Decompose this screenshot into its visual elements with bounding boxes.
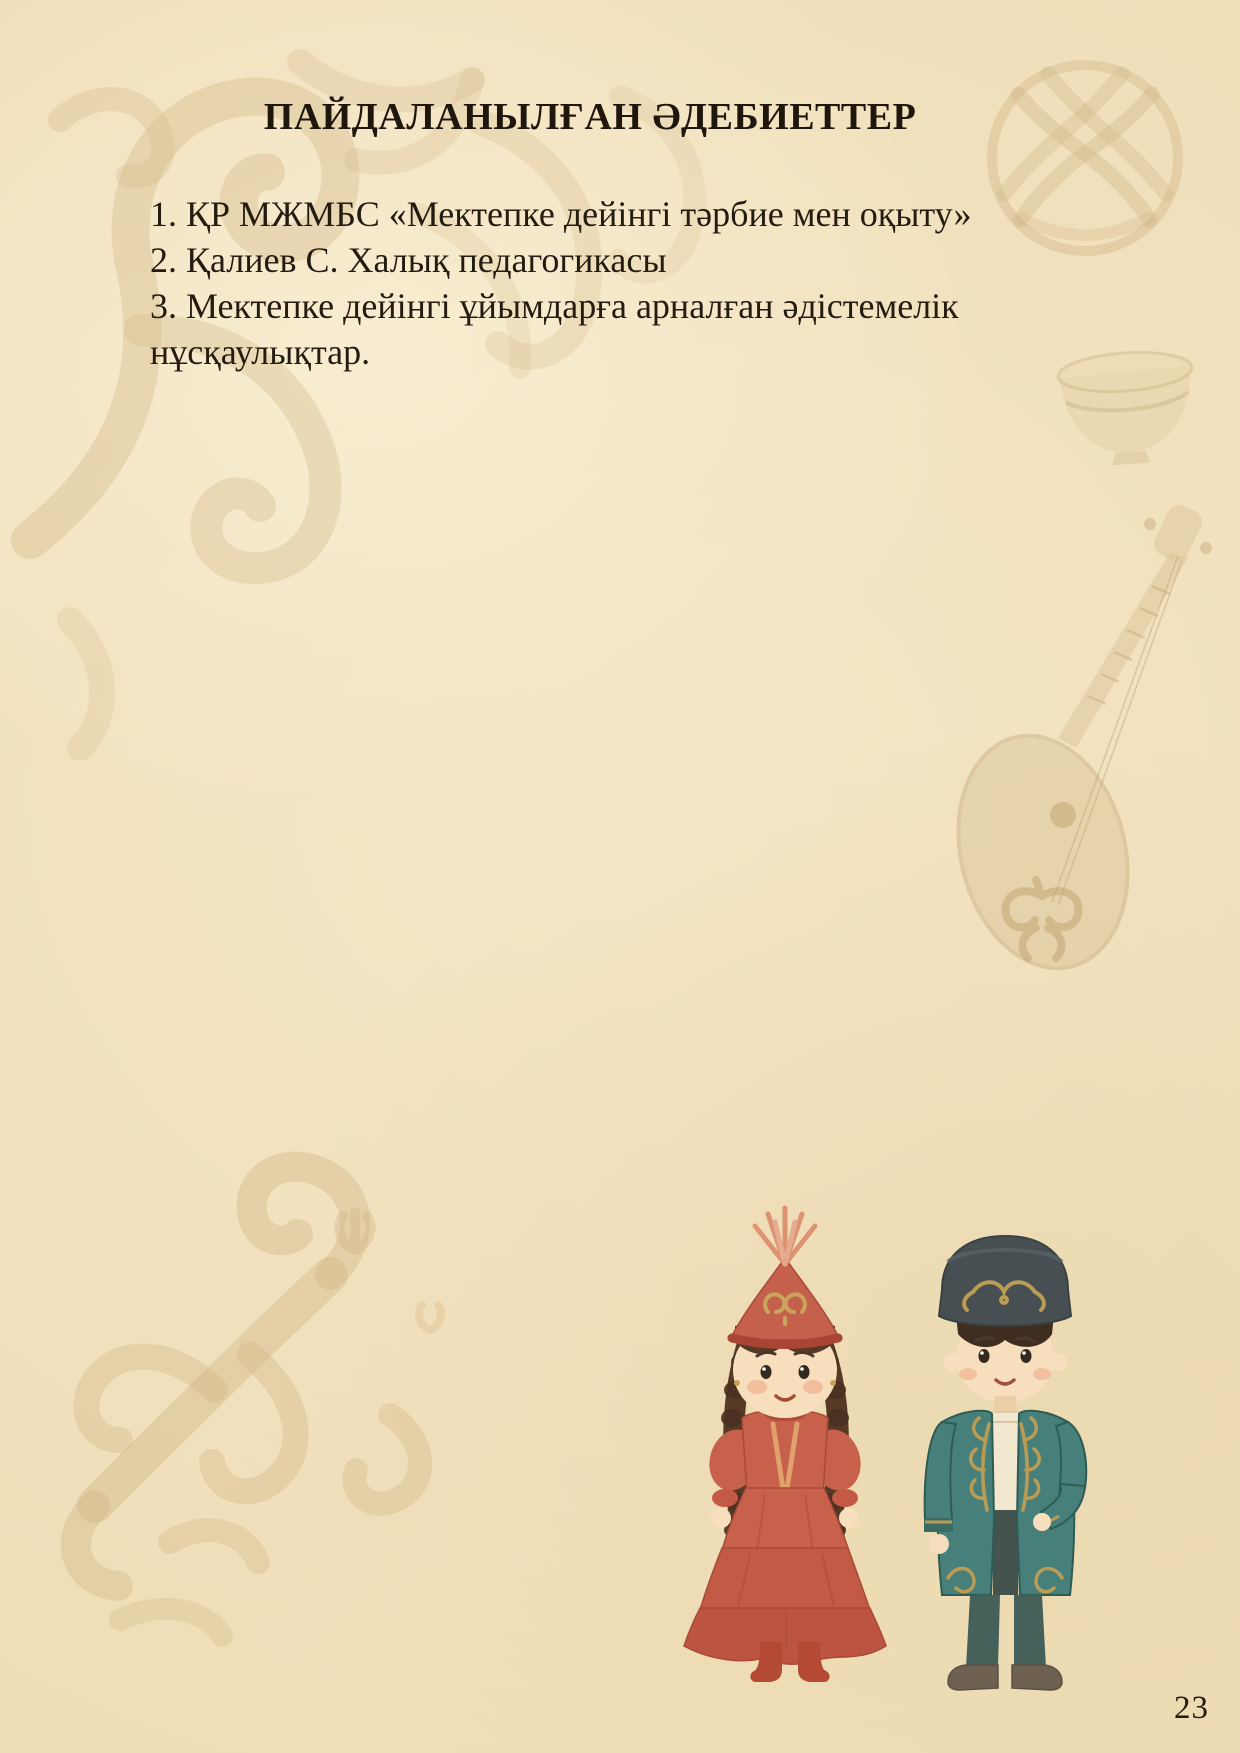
reference-item: 2. Қалиев С. Халық педагогикасы: [150, 240, 667, 280]
children-illustration: [590, 1050, 1110, 1710]
girl-figure: [684, 1208, 886, 1682]
dombra-icon: [935, 501, 1212, 986]
references-list: [150, 191, 1150, 375]
page-title: ПАЙДАЛАНЫЛҒАН ӘДЕБИЕТТЕР: [263, 96, 917, 138]
references-section: [150, 93, 1150, 375]
corner-medallion-ornament-icon: [76, 1167, 441, 1636]
reference-item: 1. ҚР МЖМБС «Мектепке дейінгі тәрбие мен оқыту»: [150, 194, 972, 234]
boy-figure: [924, 1236, 1086, 1690]
page-number: 23: [1174, 1690, 1209, 1726]
reference-item: 3. Мектепке дейінгі ұйымдарға арналған әдістемелік нұсқаулықтар.: [150, 286, 959, 372]
